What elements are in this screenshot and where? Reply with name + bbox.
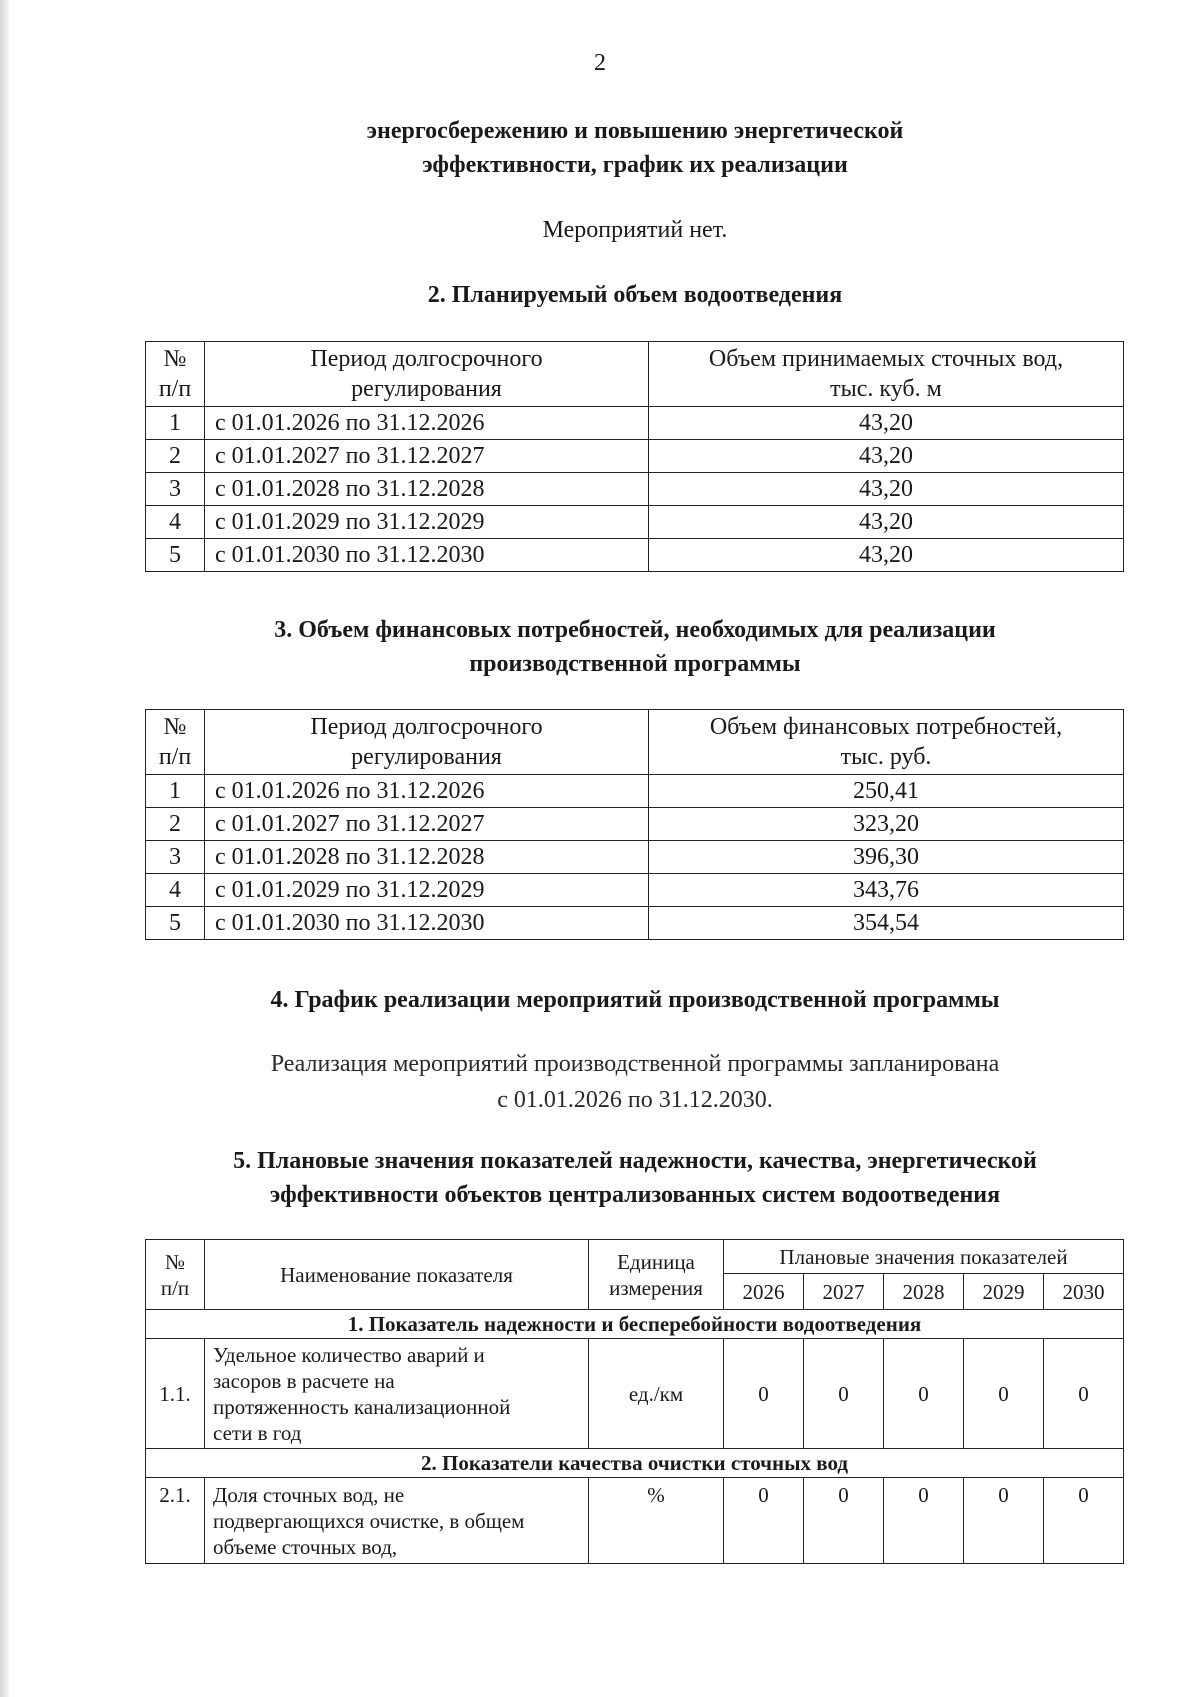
indicator-name: Доля сточных вод, не подвергающихся очистке, в общем объеме сточных вод, [205, 1478, 589, 1564]
section1-title-line1: энергосбережению и повышению энергетической [366, 118, 904, 144]
group-title-row [146, 1310, 1124, 1339]
header-year: 2026 [724, 1274, 804, 1310]
table-header-row [146, 1240, 1124, 1274]
section3-title [0, 613, 1200, 681]
table-row: 1 с 01.01.2026 по 31.12.2026 250,41 [146, 775, 1124, 808]
table-row: 4 с 01.01.2029 по 31.12.2029 43,20 [146, 506, 1124, 539]
page-number: 2 [594, 50, 606, 76]
group-title-row [146, 1449, 1124, 1478]
indicator-name: Удельное количество аварий и засоров в расчете на протяженность канализационной сети в год [205, 1339, 589, 1449]
indicator-unit: % [589, 1478, 724, 1564]
header-unit: Единица измерения [589, 1240, 724, 1310]
table-row: 5 с 01.01.2030 по 31.12.2030 43,20 [146, 539, 1124, 572]
header-year: 2028 [884, 1274, 964, 1310]
section5-title-line1: 5. Плановые значения показателей надежности, качества, энергетической [233, 1148, 1037, 1174]
header-num: № п/п [146, 342, 205, 407]
group1-title: 1. Показатель надежности и бесперебойности водоотведения [146, 1310, 1124, 1339]
section1-title [0, 114, 1200, 182]
section3-title-line2: производственной программы [469, 651, 801, 677]
header-plan-values: Плановые значения показателей [724, 1240, 1124, 1274]
section3-title-line1: 3. Объем финансовых потребностей, необходимых для реализации [274, 617, 996, 643]
indicator-unit: ед./км [589, 1339, 724, 1449]
table-row: 2 с 01.01.2027 по 31.12.2027 43,20 [146, 440, 1124, 473]
table-row: 3 с 01.01.2028 по 31.12.2028 396,30 [146, 841, 1124, 874]
header-financial: Объем финансовых потребностей, тыс. руб. [649, 710, 1124, 775]
table-header-row [146, 342, 1124, 407]
header-year: 2029 [964, 1274, 1044, 1310]
section4-text-line1: Реализация мероприятий производственной программы запланирована [270, 1051, 1000, 1077]
header-num: № п/п [146, 710, 205, 775]
section2-title: 2. Планируемый объем водоотведения [427, 282, 843, 308]
header-volume: Объем принимаемых сточных вод, тыс. куб. м [649, 342, 1124, 407]
table-row: 5 с 01.01.2030 по 31.12.2030 354,54 [146, 907, 1124, 940]
header-year: 2027 [804, 1274, 884, 1310]
group2-title: 2. Показатели качества очистки сточных вод [146, 1449, 1124, 1478]
table-row: 3 с 01.01.2028 по 31.12.2028 43,20 [146, 473, 1124, 506]
section4-title: 4. График реализации мероприятий производственной программы [270, 987, 1000, 1013]
wastewater-volume-table [145, 341, 1124, 572]
section4-text-line2: с 01.01.2026 по 31.12.2030. [497, 1087, 773, 1113]
financial-needs-table [145, 709, 1124, 940]
table-row: 2 с 01.01.2027 по 31.12.2027 323,20 [146, 808, 1124, 841]
section1-note: Мероприятий нет. [542, 217, 728, 243]
table-row: 1 с 01.01.2026 по 31.12.2026 43,20 [146, 407, 1124, 440]
header-indicator-name: Наименование показателя [205, 1240, 589, 1310]
table-row: 2.1. Доля сточных вод, не подвергающихся очистке, в общем объеме сточных вод, % 0 0 0 0 0 [146, 1478, 1124, 1564]
section1-title-line2: эффективности, график их реализации [422, 152, 848, 178]
table-row: 1.1. Удельное количество аварий и засоров в расчете на протяженность канализационной сети в год ед./км 0 0 0 0 0 [146, 1339, 1124, 1449]
section5-title [0, 1144, 1200, 1212]
header-period: Период долгосрочного регулирования [205, 710, 649, 775]
table-row: 4 с 01.01.2029 по 31.12.2029 343,76 [146, 874, 1124, 907]
indicators-table [145, 1239, 1124, 1564]
header-period: Период долгосрочного регулирования [205, 342, 649, 407]
section4-text [0, 1046, 1200, 1118]
section5-title-line2: эффективности объектов централизованных систем водоотведения [269, 1182, 1001, 1208]
table-header-row [146, 710, 1124, 775]
header-year: 2030 [1044, 1274, 1124, 1310]
header-num: № п/п [146, 1240, 205, 1310]
scan-edge [0, 0, 9, 1697]
